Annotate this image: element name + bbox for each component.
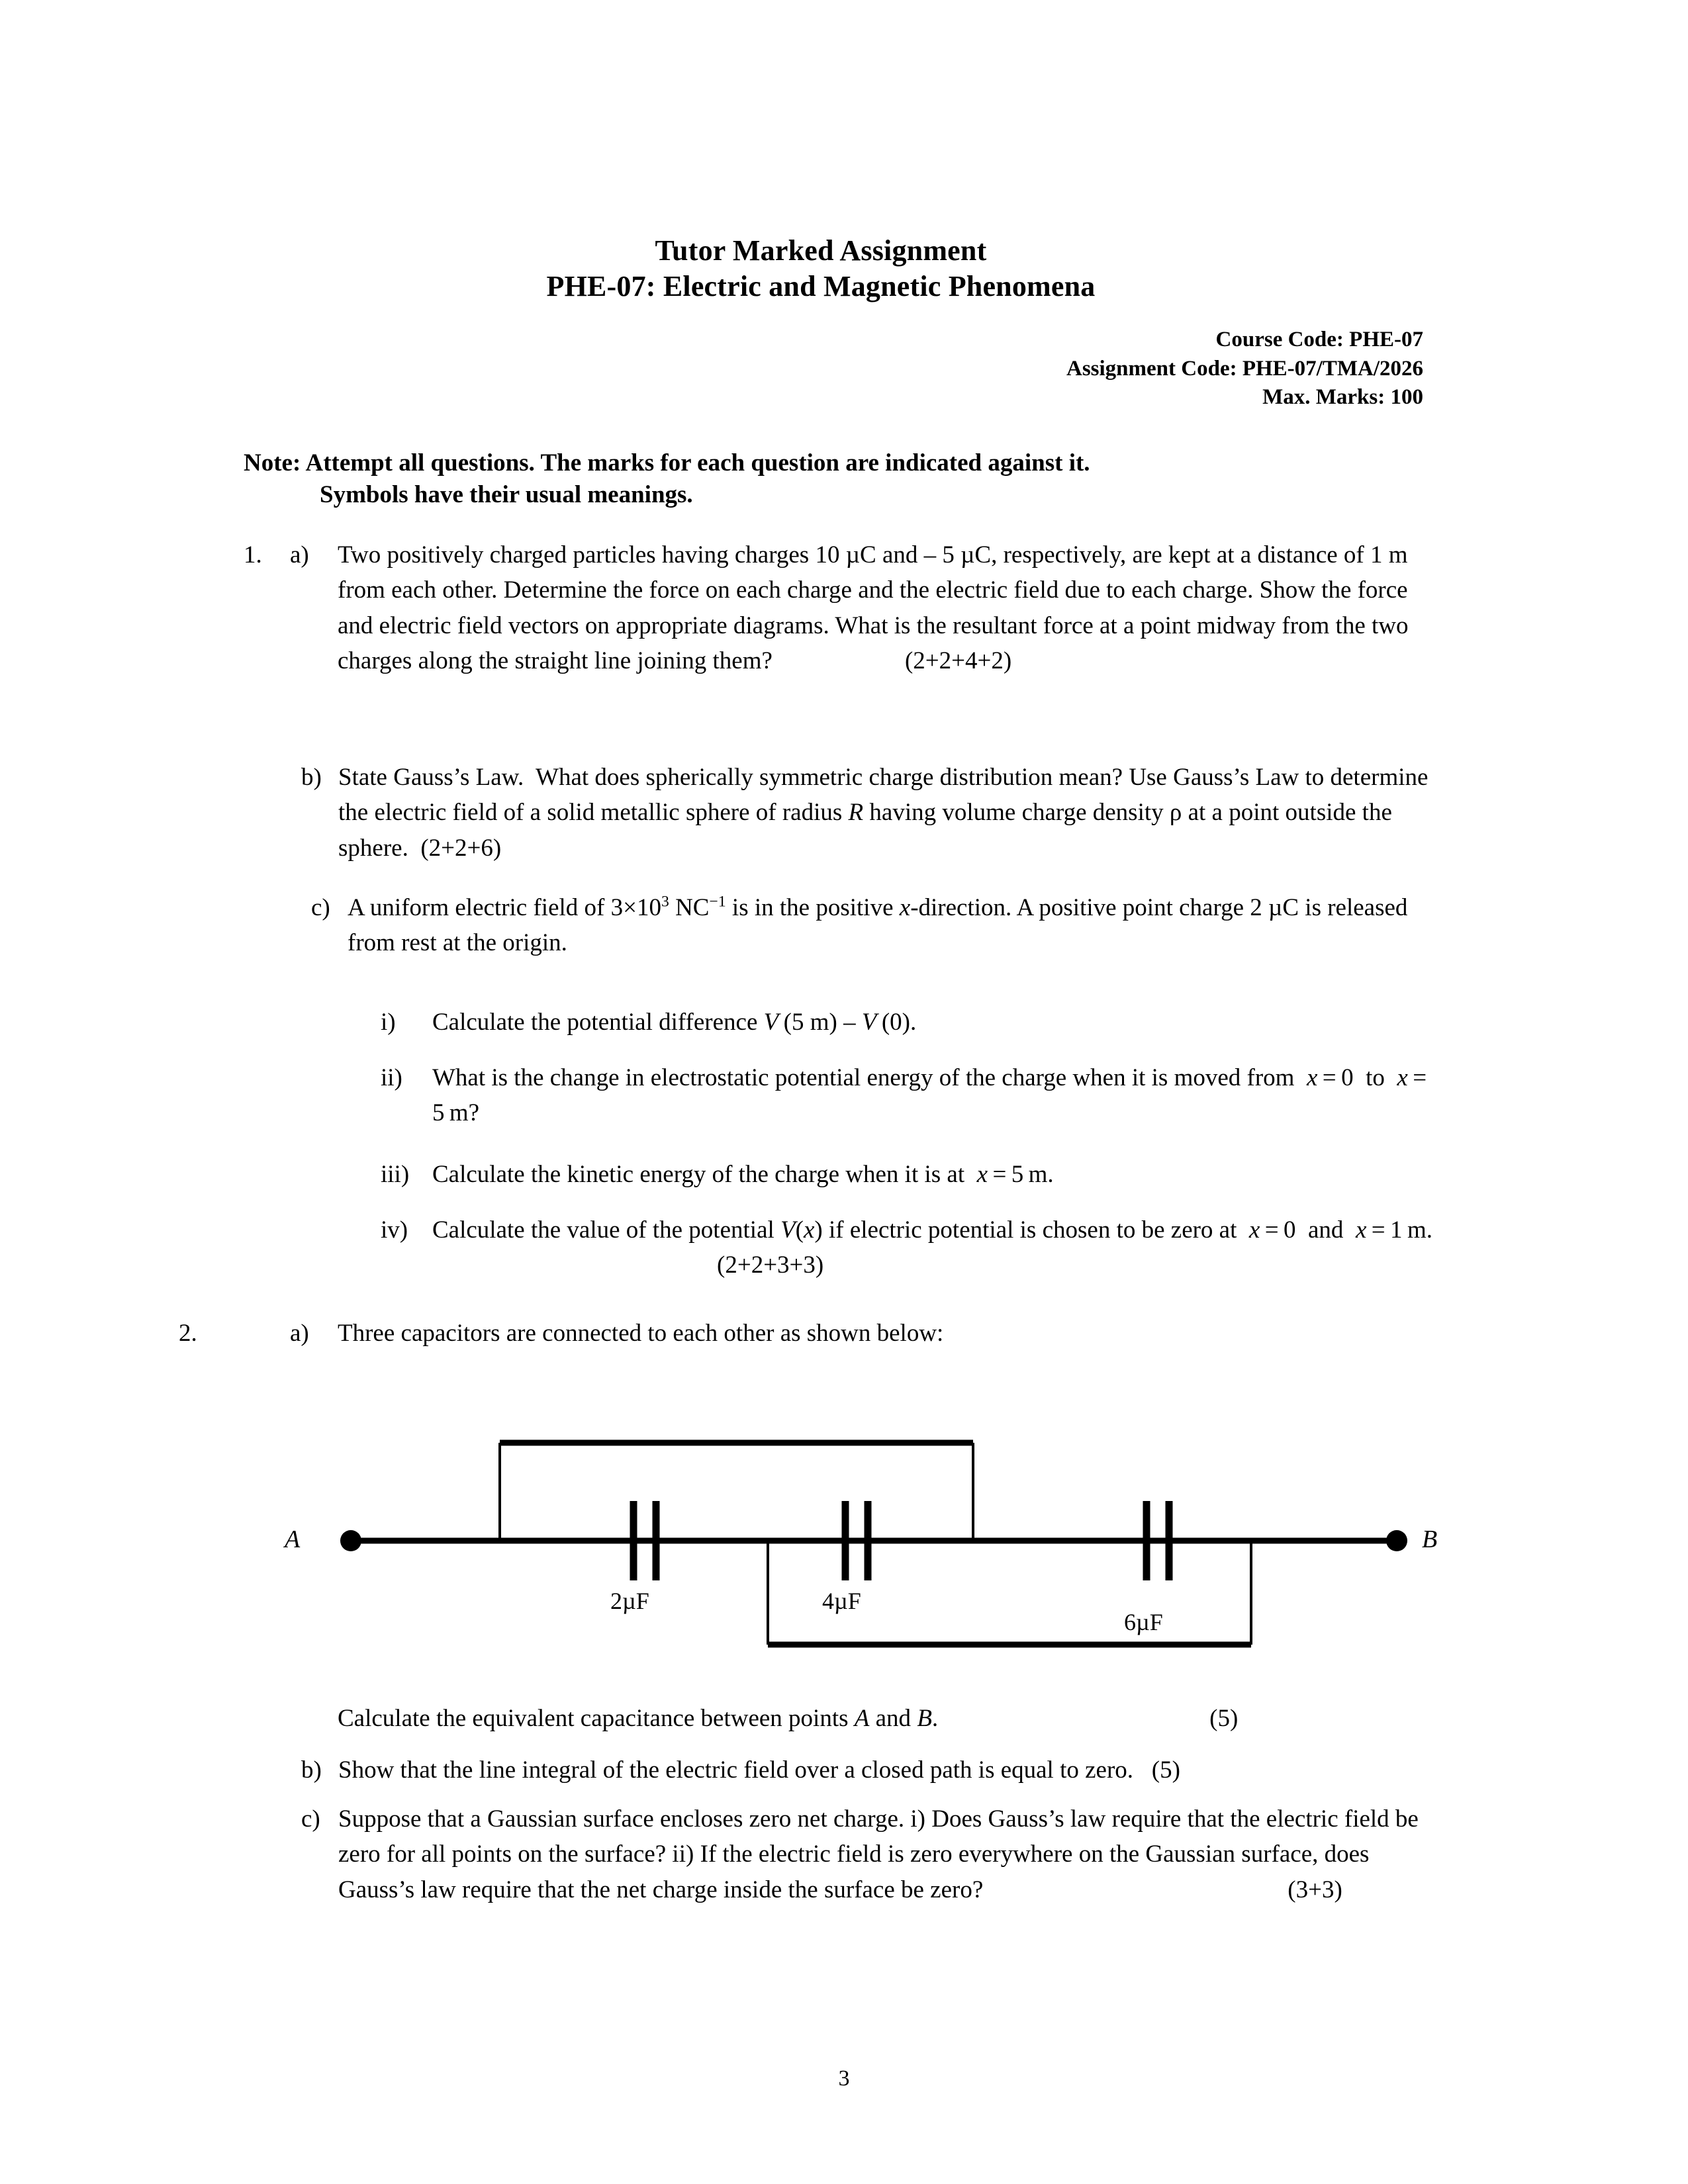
question-1a xyxy=(244,537,1435,678)
assignment-code: Assignment Code: PHE-07/TMA/2026 xyxy=(1066,356,1423,381)
question-1c-i xyxy=(381,1005,1436,1040)
question-2c xyxy=(301,1801,1436,1907)
question-1b-marks: (2+2+6) xyxy=(420,834,502,862)
question-2a-marks: (5) xyxy=(1209,1705,1239,1732)
question-2b-label: b) xyxy=(301,1756,322,1784)
question-1b-text: State Gauss’s Law. What does spherically symmetric charge distribution mean? Use Gauss’s Law to determine the electric field of a solid metallic sphere of radius R having volume charge density ρ at a point outside the sphere. (2+2+6) xyxy=(338,764,1429,862)
note-block xyxy=(244,447,1435,511)
question-2a-label: a) xyxy=(290,1320,309,1347)
question-1c-ii xyxy=(381,1060,1436,1131)
question-1b-label: b) xyxy=(301,764,322,791)
question-1c-iv xyxy=(381,1212,1436,1283)
capacitor-label-2uF: 2µF xyxy=(610,1588,649,1614)
question-2a-followup xyxy=(338,1701,1436,1736)
terminal-label-a: A xyxy=(285,1525,301,1553)
document-title: Tutor Marked Assignment xyxy=(655,234,987,267)
document-subtitle: PHE-07: Electric and Magnetic Phenomena xyxy=(546,269,1096,302)
capacitor-circuit-figure xyxy=(285,1396,1438,1648)
question-2c-text: Suppose that a Gaussian surface encloses zero net charge. i) Does Gauss’s law require that the electric field be zero for all points on the surface? ii) If the electric field is zero everywhere on the Gaussian surface, does Gauss’s law require that the net charge inside the surface be zero? (3+3) xyxy=(338,1805,1419,1903)
question-1c-label: c) xyxy=(311,894,330,921)
question-1c-iv-text: Calculate the value of the potential V(x) if electric potential is chosen to be zero at x = 0 and x = 1 m.(2+2+3+3) xyxy=(432,1216,1432,1279)
question-1c-iii-text: Calculate the kinetic energy of the charge when it is at x = 5 m. xyxy=(432,1161,1054,1188)
question-1c-ii-text: What is the change in electrostatic potential energy of the charge when it is moved from x = 0 to x = 5 m? xyxy=(432,1064,1432,1127)
question-1c-iv-marks: (2+2+3+3) xyxy=(717,1251,824,1279)
page-number: 3 xyxy=(838,2066,850,2091)
course-code-block xyxy=(1066,326,1423,412)
terminal-label-b: B xyxy=(1422,1525,1438,1553)
question-1a-text: Two positively charged particles having charges 10 µC and – 5 µC, respectively, are kept at a distance of 1 m from each other. Determine the force on each charge and the electric field due to each charge. Show the force and electric field vectors on appropriate diagrams. What is the resultant force at a point midway from the two charges along the straight line joining them? (2+2+4+2) xyxy=(338,541,1409,674)
capacitor-label-6uF: 6µF xyxy=(1124,1609,1163,1635)
note-line-2: Symbols have their usual meanings. xyxy=(320,481,693,509)
note-line-1: Note: Attempt all questions. The marks for each question are indicated against it. xyxy=(244,449,1090,477)
question-1c-i-label: i) xyxy=(381,1009,396,1036)
circuit-svg xyxy=(311,1396,1436,1648)
question-2a-text: Three capacitors are connected to each other as shown below: xyxy=(338,1320,944,1347)
question-1b xyxy=(301,760,1436,866)
question-2b xyxy=(301,1752,1436,1788)
question-1a-marks: (2+2+4+2) xyxy=(904,647,1012,674)
question-1c-i-text: Calculate the potential difference V (5 m) – V (0). xyxy=(432,1009,917,1036)
question-1c-iii xyxy=(381,1157,1436,1192)
terminal-node-b xyxy=(1386,1530,1407,1551)
course-code: Course Code: PHE-07 xyxy=(1215,328,1423,351)
question-2a-followup-text: Calculate the equivalent capacitance between points A and B. (5) xyxy=(338,1705,1239,1732)
question-1c xyxy=(311,890,1436,961)
max-marks: Max. Marks: 100 xyxy=(1262,385,1423,410)
question-2a xyxy=(179,1316,1436,1351)
terminal-node-a xyxy=(340,1530,361,1551)
question-1c-text: A uniform electric field of $3\times 10^3$ $NC^{-1}$ is in the positive x-direction. A positive point charge 2 µC is released from rest at the origin. xyxy=(348,893,1408,957)
document-header xyxy=(212,233,1430,304)
question-1c-iii-label: iii) xyxy=(381,1161,410,1188)
question-2c-label: c) xyxy=(301,1805,320,1833)
question-2c-marks: (3+3) xyxy=(1288,1876,1342,1903)
capacitor-label-4uF: 4µF xyxy=(822,1588,861,1614)
question-2-number: 2. xyxy=(179,1320,197,1347)
question-2b-text: Show that the line integral of the electric field over a closed path is equal to zero. (5) xyxy=(338,1756,1180,1784)
question-2b-marks: (5) xyxy=(1151,1756,1180,1784)
question-1c-iv-label: iv) xyxy=(381,1216,408,1244)
question-1a-label: a) xyxy=(290,541,309,569)
question-1-number: 1. xyxy=(244,541,262,569)
question-1c-ii-label: ii) xyxy=(381,1064,402,1091)
